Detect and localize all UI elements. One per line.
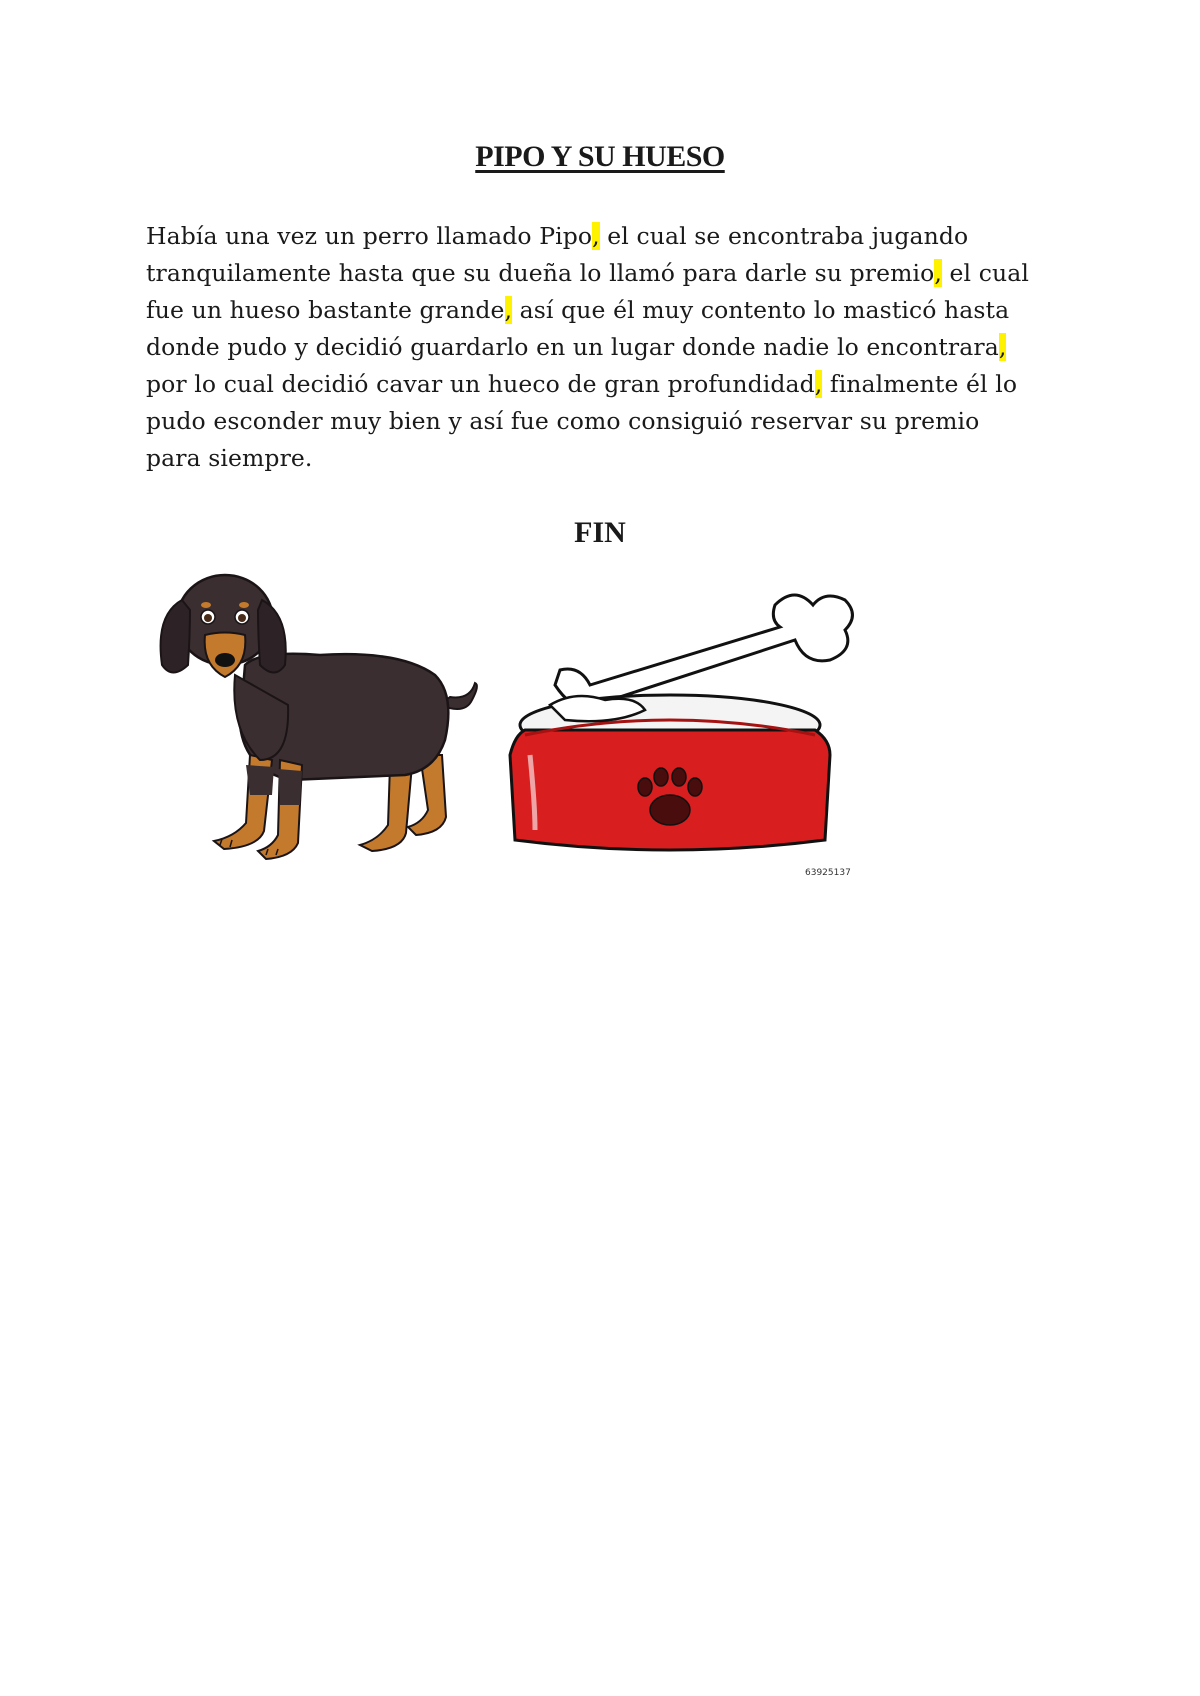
highlighted-comma: ,: [934, 259, 942, 287]
dog-bowl-with-bone-icon: [495, 555, 895, 885]
ending-label: FIN: [574, 516, 626, 549]
story-title: PIPO Y SU HUESO: [475, 140, 725, 173]
highlighted-comma: ,: [504, 296, 513, 324]
story-line: donde pudo y decidió guardarlo en un lugar donde nadie lo encontrara,: [146, 333, 1007, 361]
story-line: fue un hueso bastante grande, así que él muy contento lo masticó hasta: [146, 296, 1010, 324]
story-line: pudo esconder muy bien y así fue como consiguió reservar su premio: [146, 407, 980, 435]
story-line: Había una vez un perro llamado Pipo, el cual se encontraba jugando: [146, 222, 969, 250]
highlighted-comma: ,: [998, 333, 1007, 361]
image-code: 63925137: [805, 868, 851, 878]
story-paragraph: [146, 218, 1076, 477]
bone-icon: [555, 595, 853, 708]
story-line: por lo cual decidió cavar un hueco de gran profundidad, finalmente él lo: [146, 370, 1018, 398]
story-line: tranquilamente hasta que su dueña lo llamó para darle su premio, el cual: [146, 259, 1029, 287]
highlighted-comma: ,: [814, 370, 823, 398]
dachshund-icon: [150, 555, 490, 875]
story-line: para siempre.: [146, 444, 313, 472]
highlighted-comma: ,: [592, 222, 600, 250]
